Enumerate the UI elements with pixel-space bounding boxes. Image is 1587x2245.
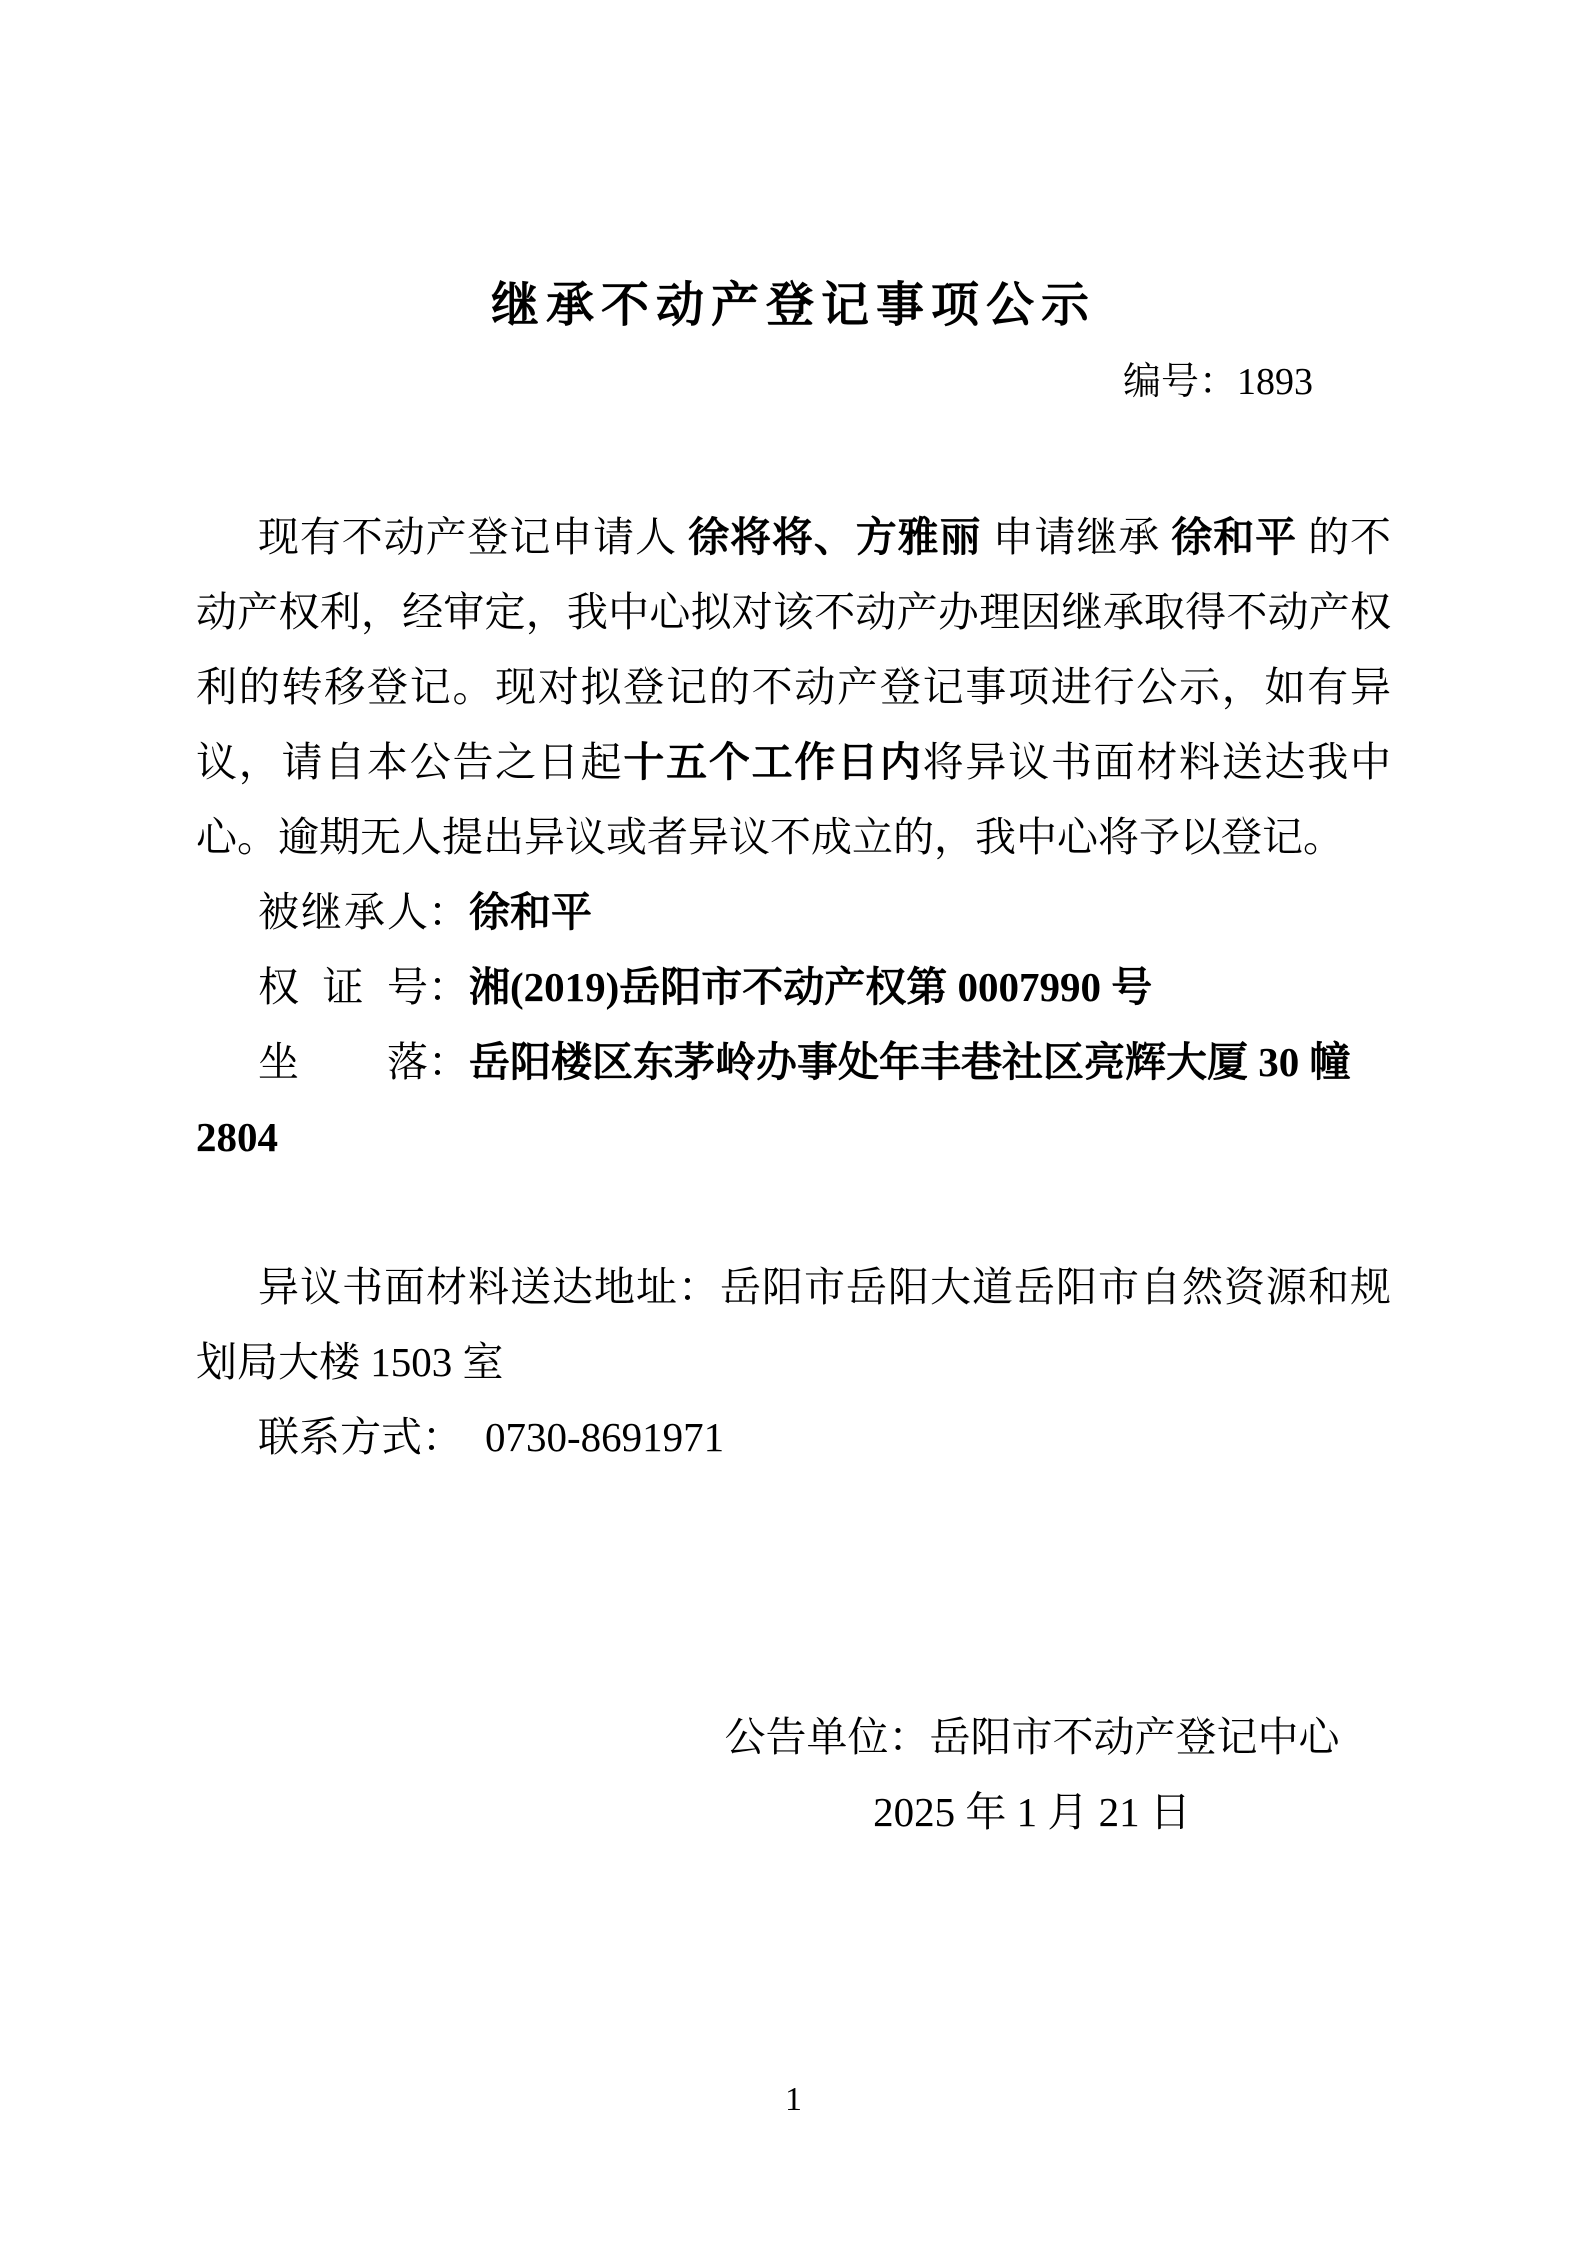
field-value-certificate-number: 湘(2019)岳阳市不动产权第 0007990 号 — [469, 964, 1153, 1010]
page-number: 1 — [785, 2081, 802, 2118]
objection-address-value: 岳阳市岳阳大道岳阳市自然资源和规划局大楼 1503 室 — [196, 1264, 1391, 1385]
objection-deadline: 十五个工作日内 — [623, 739, 923, 785]
contact-label: 联系方式： — [258, 1414, 463, 1460]
field-row-location — [196, 1025, 1391, 1175]
intro-seg-4: 将异议书面材料送达我中心。逾期无人提出异议或者异议不成立的，我中心将予以登记。 — [196, 739, 1392, 860]
intro-paragraph — [196, 500, 1391, 875]
intro-seg-1: 现有不动产登记申请人 — [258, 514, 689, 560]
decedent-name-inline: 徐和平 — [1171, 514, 1297, 560]
field-label: 被继承人 — [258, 889, 428, 935]
issuer-label: 公告单位： — [724, 1714, 930, 1760]
objection-address-label: 异议书面材料送达地址： — [258, 1264, 720, 1310]
field-colon: ： — [428, 1039, 469, 1085]
field-value-location: 岳阳楼区东茅岭办事处年丰巷社区亮辉大厦 30 幢 2804 — [196, 1039, 1351, 1160]
document-title: 继承不动产登记事项公示 — [490, 279, 1096, 332]
doc-number-line — [196, 362, 1391, 402]
intro-seg-2: 申请继承 — [981, 514, 1172, 560]
issuer-line — [721, 1700, 1343, 1775]
doc-number-label: 编号： — [1122, 361, 1237, 403]
field-label: 权证号 — [258, 964, 428, 1010]
field-label: 坐落 — [258, 1039, 428, 1085]
doc-number-value: 1893 — [1237, 361, 1313, 403]
field-row-certificate-number — [196, 950, 1391, 1025]
contact-phone: 0730-8691971 — [485, 1414, 725, 1460]
intro-seg-3: 的不动产权利，经审定，我中心拟对该不动产办理因继承取得不动产权利的转移登记。现对拟登记的不动产登记事项进行公示，如有异议，请自本公告之日起 — [196, 514, 1392, 785]
issuer-name: 岳阳市不动产登记中心 — [929, 1714, 1340, 1760]
applicant-names: 徐将将、方雅丽 — [688, 514, 982, 560]
field-colon: ： — [428, 889, 469, 935]
date-line: 2025 年 1 月 21 日 — [873, 1789, 1191, 1835]
field-row-decedent — [196, 875, 1391, 950]
footer-signature-block — [721, 1700, 1343, 1850]
field-value-decedent: 徐和平 — [469, 889, 592, 935]
field-colon: ： — [428, 964, 469, 1010]
objection-address-paragraph — [196, 1250, 1391, 1400]
contact-line — [196, 1400, 1391, 1475]
